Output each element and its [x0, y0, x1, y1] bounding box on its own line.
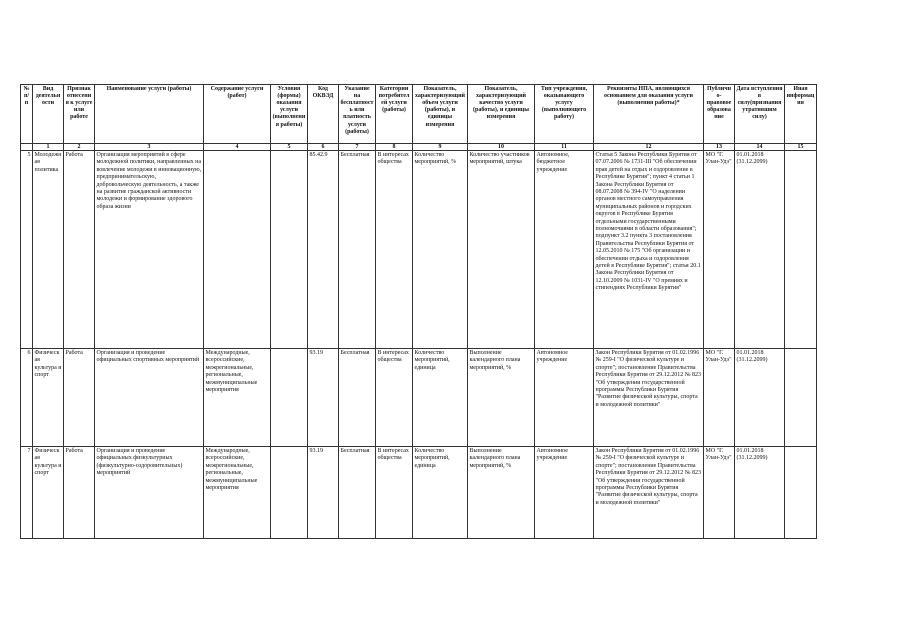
cell-entity: МО "Г. Улан-Удэ": [704, 447, 735, 539]
column-header-sign: Признак отнесения к услуге или работе: [64, 85, 95, 144]
cell-consumers: В интересах общества: [376, 349, 413, 447]
column-header-no: № п/п: [21, 85, 33, 144]
column-header-entity: Публично-правовое образование: [704, 85, 735, 144]
column-number-cell: 14: [735, 144, 785, 151]
cell-institution: Автономное учреждение: [535, 349, 594, 447]
column-header-volume: Показатель, характеризующий объем услуги (работы), и единицы измерения: [413, 85, 468, 144]
cell-payment: Бесплатная: [339, 151, 376, 349]
column-numbers-row: [21, 144, 817, 151]
column-number-cell: 1: [33, 144, 64, 151]
column-number-cell: [21, 144, 33, 151]
column-header-npa: Реквизиты НПА, являющихся основанием для оказания услуги (выполнения работы)*: [594, 85, 704, 144]
column-number-cell: 2: [64, 144, 95, 151]
column-header-okved: Код ОКВЭД: [308, 85, 339, 144]
cell-name: Организация и проведение официальных физкультурных (физкультурно-оздоровительных) мероприятий: [95, 447, 204, 539]
column-header-quality: Показатель, характеризующий качество услуги (работы), и единицы измерения: [468, 85, 535, 144]
column-number-cell: 8: [376, 144, 413, 151]
cell-payment: Бесплатная: [339, 349, 376, 447]
column-number-cell: 15: [785, 144, 817, 151]
column-header-date: Дата вступления в силу(признания утратившим силу): [735, 85, 785, 144]
column-number-cell: 9: [413, 144, 468, 151]
column-header-payment: Указание на бесплатность или платность услуги (работы): [339, 85, 376, 144]
column-number-cell: 7: [339, 144, 376, 151]
table-row: [21, 447, 817, 539]
cell-npa: Закон Республики Бурятия от 01.02.1996 № 259-I "О физической культуре и спорте"; постановление Правительства Республики Бурятия от 29.12.2012 № 823 "Об утверждении государственной программы Республики Бурятия "Развитие физической культуры, спорта и молодежной политики": [594, 447, 704, 539]
cell-activity: Молодежная политика: [33, 151, 64, 349]
column-header-institution: Тип учреждения, оказывающего услугу (выполняющего работу): [535, 85, 594, 144]
cell-conditions: [271, 151, 308, 349]
cell-volume: Количество мероприятий, единица: [413, 447, 468, 539]
cell-npa: Закон Республики Бурятия от 01.02.1996 № 259-I "О физической культуре и спорте"; постановление Правительства Республики Бурятия от 29.12.2012 № 823 "Об утверждении государственной программы Республики Бурятия "Развитие физической культуры, спорта и молодежной политики": [594, 349, 704, 447]
cell-okved: 85.42.9: [308, 151, 339, 349]
column-number-cell: 5: [271, 144, 308, 151]
row-number: 7: [21, 447, 33, 539]
cell-sign: Работа: [64, 447, 95, 539]
column-header-name: Наименование услуги (работы): [95, 85, 204, 144]
cell-volume: Количество мероприятий, единица: [413, 349, 468, 447]
cell-volume: Количество мероприятий, %: [413, 151, 468, 349]
table-row: [21, 349, 817, 447]
cell-other: [785, 447, 817, 539]
cell-sign: Работа: [64, 151, 95, 349]
cell-institution: Автономное, бюджетное учреждение: [535, 151, 594, 349]
cell-institution: Автономное учреждение: [535, 447, 594, 539]
cell-consumers: В интересах общества: [376, 447, 413, 539]
cell-content: [204, 151, 271, 349]
cell-conditions: [271, 349, 308, 447]
cell-activity: Физическая культура и спорт: [33, 349, 64, 447]
cell-other: [785, 349, 817, 447]
services-register-table: [20, 84, 817, 539]
table-header-row: [21, 85, 817, 144]
cell-entity: МО "Г. Улан-Удэ": [704, 349, 735, 447]
column-number-cell: 6: [308, 144, 339, 151]
column-header-conditions: Условия (формы) оказания услуги (выполнения работы): [271, 85, 308, 144]
column-header-consumers: Категории потребителей услуги (работы): [376, 85, 413, 144]
cell-name: Организация и проведение официальных спортивных мероприятий: [95, 349, 204, 447]
column-number-cell: 10: [468, 144, 535, 151]
row-number: 6: [21, 349, 33, 447]
column-number-cell: 13: [704, 144, 735, 151]
cell-quality: Выполнение календарного плана мероприятий, %: [468, 349, 535, 447]
cell-consumers: В интересах общества: [376, 151, 413, 349]
cell-name: Организация мероприятий в сфере молодежной политики, направленных на вовлечение молодежи в инновационную, предпринимательскую, добровольческую деятельность, а также на развитие гражданской активности молодежи и формирование здорового образа жизни: [95, 151, 204, 349]
cell-entity: МО "Г. Улан-Удэ": [704, 151, 735, 349]
cell-other: [785, 151, 817, 349]
column-number-cell: 3: [95, 144, 204, 151]
cell-date: 01.01.2018 (31.12.2099): [735, 151, 785, 349]
cell-payment: Бесплатная: [339, 447, 376, 539]
cell-okved: 93.19: [308, 447, 339, 539]
table-row: [21, 151, 817, 349]
column-number-cell: 11: [535, 144, 594, 151]
cell-quality: Количество участников мероприятий, штука: [468, 151, 535, 349]
cell-activity: Физическая культура и спорт: [33, 447, 64, 539]
column-number-cell: 12: [594, 144, 704, 151]
cell-sign: Работа: [64, 349, 95, 447]
cell-date: 01.01.2018 (31.12.2099): [735, 349, 785, 447]
cell-npa: Статья 5 Закона Республики Бурятия от 07.07.2006 № 1731-III "Об обеспечении прав детей на отдых и оздоровление в Республике Бурятия"; пункт 4 статьи 1 Закона Республики Бурятия от 08.07.2008 № 394-IV "О наделении органов местного самоуправления муниципальных районов и городских округов в Республике Бурятия отдельными государственными полномочиями в области образования"; подпункт 3.2 пункта 3 постановления Правительства Республики Бурятия от 12.05.2010 № 175 "Об организации и обеспечении отдыха и оздоровления детей в Республике Бурятия"; статья 20.1 Закона Республики Бурятия от 12.10.2009 № 1031-IV "О премиях и стипендиях Республики Бурятия": [594, 151, 704, 349]
cell-quality: Выполнение календарного плана мероприятий, %: [468, 447, 535, 539]
row-number: 5: [21, 151, 33, 349]
cell-conditions: [271, 447, 308, 539]
column-header-activity: Вид деятельности: [33, 85, 64, 144]
column-header-other: Иная информация: [785, 85, 817, 144]
column-header-content: Содержание услуги (работ): [204, 85, 271, 144]
cell-okved: 93.19: [308, 349, 339, 447]
column-number-cell: 4: [204, 144, 271, 151]
cell-content: Международные, всероссийские, межрегиональные, региональные, межмуниципальные мероприятия: [204, 349, 271, 447]
cell-date: 01.01.2018 (31.12.2099): [735, 447, 785, 539]
cell-content: Международные, всероссийские, межрегиональные, региональные, межмуниципальные мероприятия: [204, 447, 271, 539]
